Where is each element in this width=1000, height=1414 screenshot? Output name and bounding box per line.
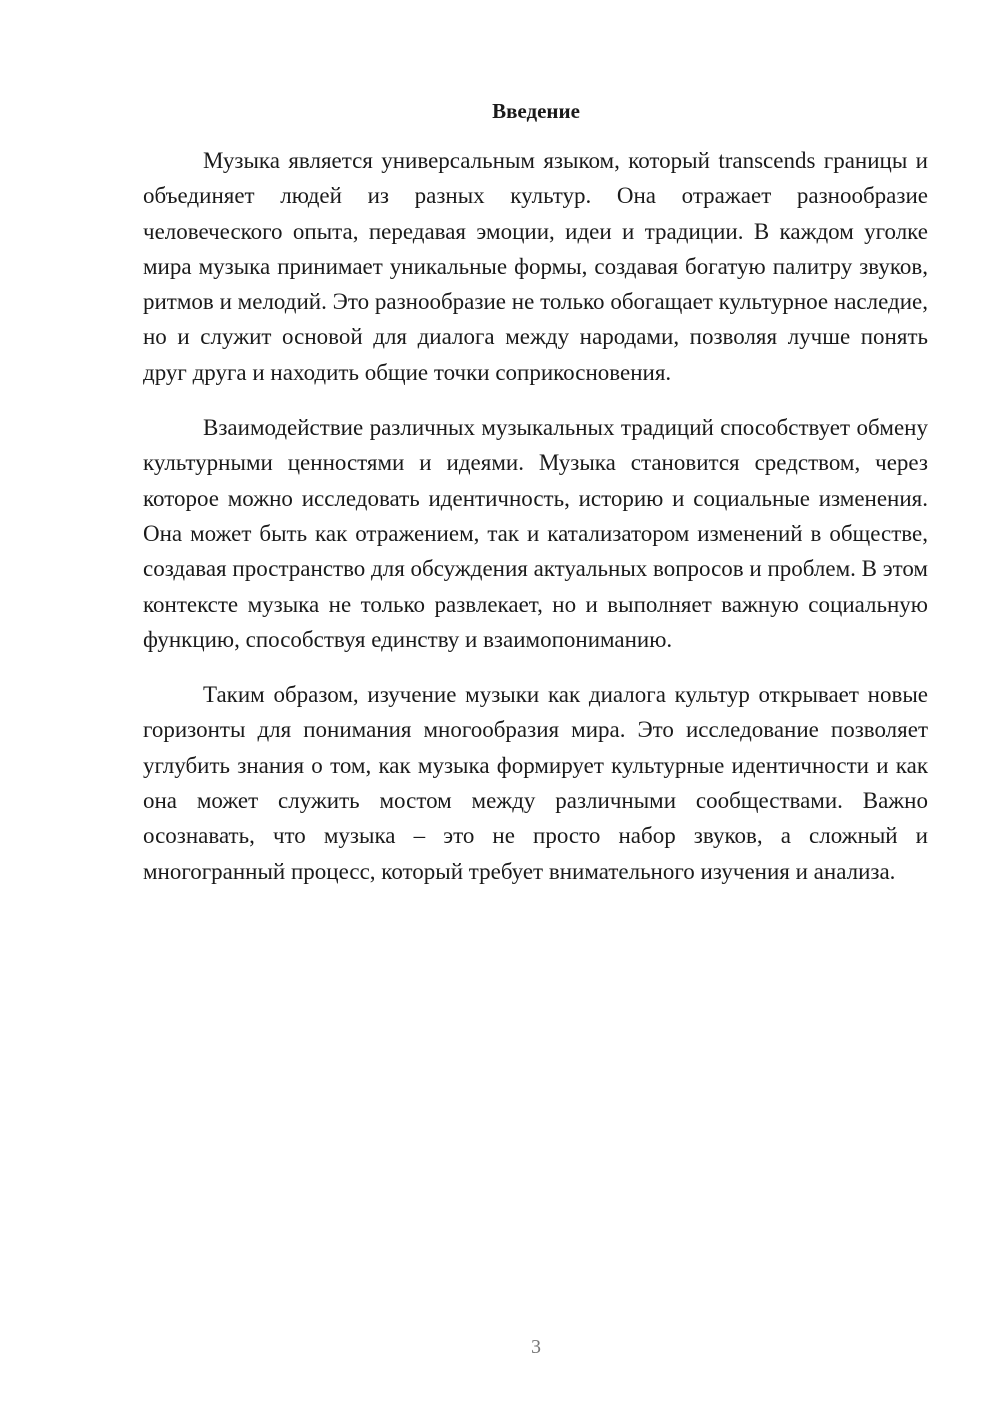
paragraph-3: Таким образом, изучение музыки как диалога культур открывает новые горизонты для понимания многообразия мира. Это исследование позволяет углубить знания о том, как музыка формирует культурные идентичности и как она может служить мостом между различными сообществами. Важно осознавать, что музыка – это не просто набор звуков, а сложный и многогранный процесс, который требует внимательного изучения и анализа. [143, 682, 928, 884]
page-number: 3 [531, 1336, 541, 1358]
paragraph-2: Взаимодействие различных музыкальных традиций способствует обмену культурными ценностями и идеями. Музыка становится средством, через которое можно исследовать идентичность, историю и социальные изменения. Она может быть как отражением, так и катализатором изменений в обществе, создавая пространство для обсуждения актуальных вопросов и проблем. В этом контексте музыка не только развлекает, но и выполняет важную социальную функцию, способствуя единству и взаимопониманию. [143, 415, 928, 652]
section-heading: Введение [492, 99, 580, 123]
paragraph-1: Музыка является универсальным языком, который transcends границы и объединяет людей из разных культур. Она отражает разнообразие человеческого опыта, передавая эмоции, идеи и традиции. В каждом уголке мира музыка принимает уникальные формы, создавая богатую палитру звуков, ритмов и мелодий. Это разнообразие не только обогащает культурное наследие, но и служит основой для диалога между народами, позволяя лучше понять друг друга и находить общие точки соприкосновения. [143, 148, 928, 385]
body-text [143, 143, 928, 909]
